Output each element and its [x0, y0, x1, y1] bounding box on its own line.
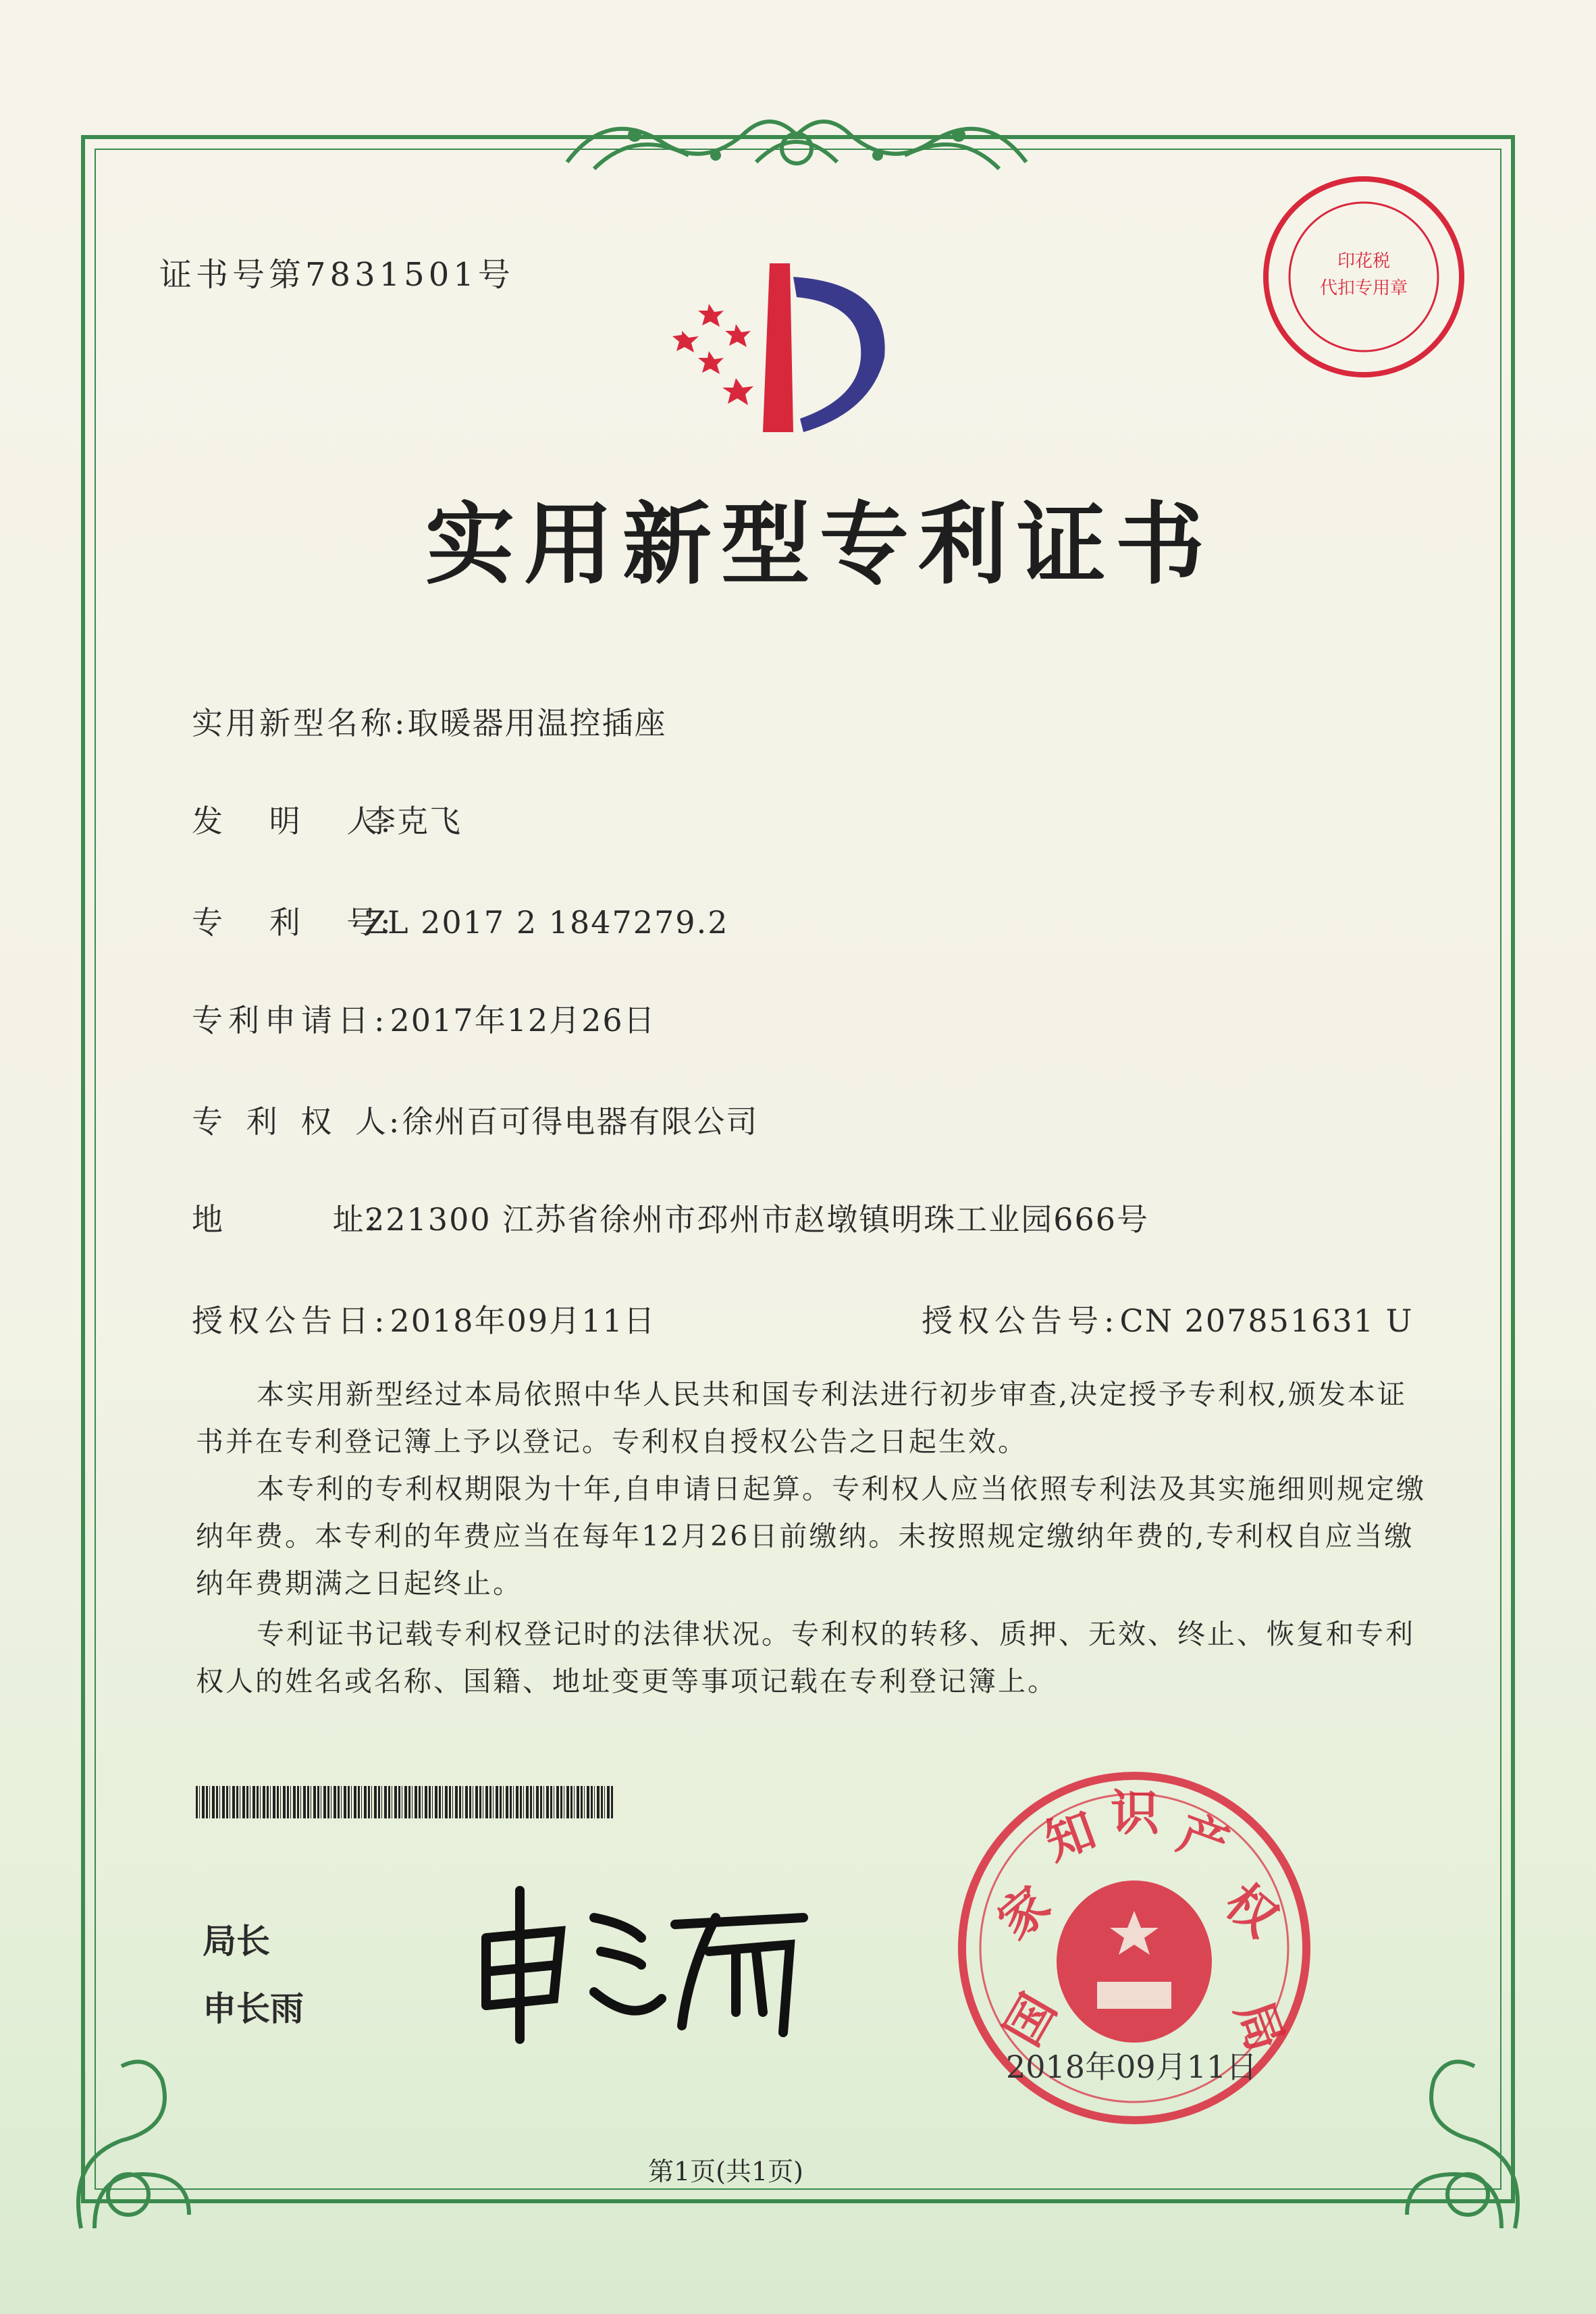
field-patent-number: [192, 898, 728, 943]
field-address: [192, 1195, 1149, 1240]
body-paragraph-2: 本专利的专利权期限为十年,自申请日起算。专利权人应当依照专利法及其实施细则规定缴纳年费。本专利的年费应当在每年12月26日前缴纳。未按照规定缴纳年费的,专利权自应当缴纳年费期满之日起终止。: [196, 1473, 1427, 1600]
field-utility-model-name: [192, 699, 667, 743]
filing-date: 2017年12月26日: [390, 1002, 656, 1038]
field-filing-date: [192, 996, 656, 1041]
svg-text:家: 家: [986, 1875, 1061, 1951]
top-ornament: [554, 95, 1040, 182]
certificate-number: 证书号第7831501号: [159, 256, 514, 294]
director-name: 申长雨: [203, 1989, 304, 2028]
svg-text:国: 国: [993, 1984, 1067, 2055]
svg-text:识: 识: [1111, 1785, 1160, 1841]
director-signature: [466, 1877, 817, 2053]
field-label: 授权公告号:: [922, 1303, 1120, 1339]
field-label: 地 址:: [192, 1201, 380, 1238]
address: 221300 江苏省徐州市邳州市赵墩镇明珠工业园666号: [365, 1201, 1150, 1238]
field-label: 专 利 号:: [192, 904, 394, 941]
grant-date: 2018年09月11日: [390, 1303, 656, 1339]
field-label: 发 明 人:: [192, 803, 394, 839]
body-paragraph-1: 本实用新型经过本局依照中华人民共和国专利法进行初步审查,决定授予专利权,颁发本证书并在专利登记簿上予以登记。专利权自授权公告之日起生效。: [196, 1378, 1408, 1458]
svg-text:知: 知: [1038, 1801, 1103, 1871]
cnipa-logo: [668, 250, 925, 452]
grant-number: CN 207851631 U: [1119, 1303, 1414, 1339]
field-label: 授权公告日:: [192, 1303, 390, 1339]
field-inventor: [192, 797, 462, 841]
corner-ornament-right: [1366, 2039, 1542, 2242]
certificate-title: 实用新型专利证书: [425, 492, 1214, 597]
utility-model-name: 取暖器用温控插座: [407, 705, 667, 741]
tax-stamp: [1256, 169, 1472, 385]
seal-date: 2018年09月11日: [1006, 2049, 1258, 2085]
svg-text:局: 局: [1225, 1993, 1295, 2059]
field-grant-date: [192, 1296, 656, 1341]
body-paragraph-3: 专利证书记载专利权登记时的法律状况。专利权的转移、质押、无效、终止、恢复和专利权人的姓名或名称、国籍、地址变更等事项记载在专利登记簿上。: [196, 1618, 1415, 1698]
svg-text:产: 产: [1171, 1804, 1236, 1874]
page-number: 第1页(共1页): [648, 2157, 804, 2186]
patent-number: ZL 2017 2 1847279.2: [365, 904, 729, 941]
svg-text:代扣专用章: 代扣专用章: [1319, 278, 1408, 298]
field-grant-number: [922, 1296, 1413, 1341]
inventor-name: 李克飞: [365, 803, 462, 839]
barcode: [196, 1786, 614, 1818]
svg-text:印花税: 印花税: [1337, 251, 1391, 271]
field-label: 实用新型名称:: [192, 705, 408, 741]
field-label: 专 利 权 人:: [192, 1103, 402, 1140]
field-patentee: [192, 1097, 758, 1142]
director-title: 局长: [203, 1922, 270, 1961]
field-label: 专利申请日:: [192, 1002, 390, 1038]
patentee: 徐州百可得电器有限公司: [402, 1103, 759, 1140]
corner-ornament-left: [54, 2039, 230, 2242]
svg-text:权: 权: [1215, 1872, 1289, 1948]
